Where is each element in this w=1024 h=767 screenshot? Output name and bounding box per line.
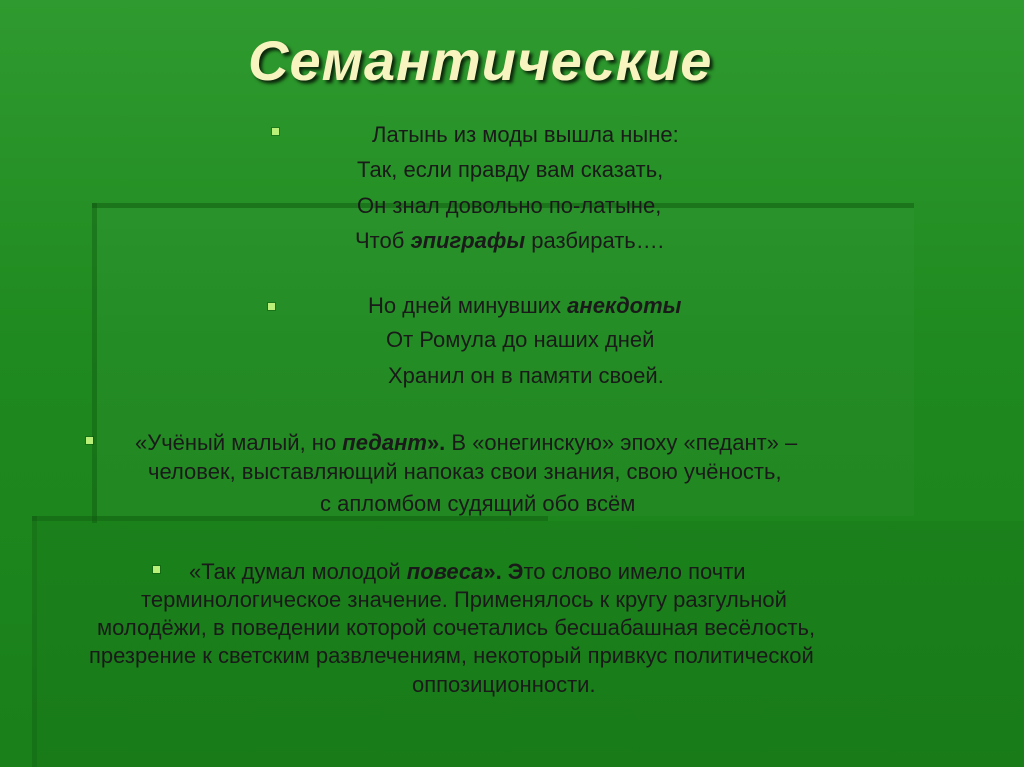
slide-title: Семантические — [248, 29, 713, 92]
bullet-icon — [153, 566, 160, 573]
text-fragment: Он знал довольно по-латыне, — [357, 193, 662, 218]
text-line — [97, 615, 815, 641]
emphasized-word: анекдоты — [567, 293, 682, 318]
emphasized-word: повеса — [406, 559, 484, 584]
text-line — [357, 157, 663, 183]
text-line — [89, 643, 814, 669]
text-fragment: терминологическое значение. Применялось к кругу разгульной — [141, 587, 787, 612]
text-fragment: Латынь из моды вышла ныне: — [372, 122, 679, 147]
text-line — [189, 559, 746, 585]
bullet-icon — [272, 128, 279, 135]
text-fragment: оппозиционности. — [412, 672, 596, 697]
bullet-icon — [86, 437, 93, 444]
text-fragment: Хранил он в памяти своей. — [388, 363, 664, 388]
decorative-line — [32, 516, 37, 767]
text-line — [357, 193, 661, 219]
text-fragment: «Так думал молодой — [189, 559, 407, 584]
text-fragment: разбирать…. — [525, 228, 664, 253]
text-line — [141, 587, 787, 613]
text-fragment: молодёжи, в поведении которой сочетались бесшабашная весёлость, — [97, 615, 816, 640]
text-line — [135, 430, 797, 456]
text-fragment: Так, если правду вам сказать, — [357, 157, 664, 182]
text-fragment: ». — [426, 430, 446, 455]
text-line — [368, 293, 681, 319]
emphasized-word: эпиграфы — [410, 228, 526, 253]
text-fragment: Чтоб — [355, 228, 411, 253]
text-fragment: «Учёный малый, но — [135, 430, 343, 455]
text-line — [320, 491, 635, 517]
text-fragment: От Ромула до наших дней — [386, 327, 655, 352]
text-line — [386, 327, 654, 353]
text-fragment: то слово имело почти — [523, 559, 746, 584]
text-fragment: Но дней минувших — [368, 293, 568, 318]
emphasized-word: педант — [342, 430, 427, 455]
text-line — [372, 122, 679, 148]
text-line — [355, 228, 664, 254]
bullet-icon — [268, 303, 275, 310]
text-fragment: с апломбом судящий обо всём — [320, 491, 636, 516]
text-line — [148, 459, 782, 485]
text-fragment: презрение к светским развлечениям, некоторый привкус политической — [89, 643, 814, 668]
text-fragment: ». Э — [483, 559, 524, 584]
text-line — [388, 363, 664, 389]
decorative-line — [92, 203, 97, 523]
text-fragment: человек, выставляющий напоказ свои знания, свою учёность, — [148, 459, 782, 484]
text-line — [412, 672, 596, 698]
text-fragment: В «онегинскую» эпоху «педант» – — [445, 430, 798, 455]
